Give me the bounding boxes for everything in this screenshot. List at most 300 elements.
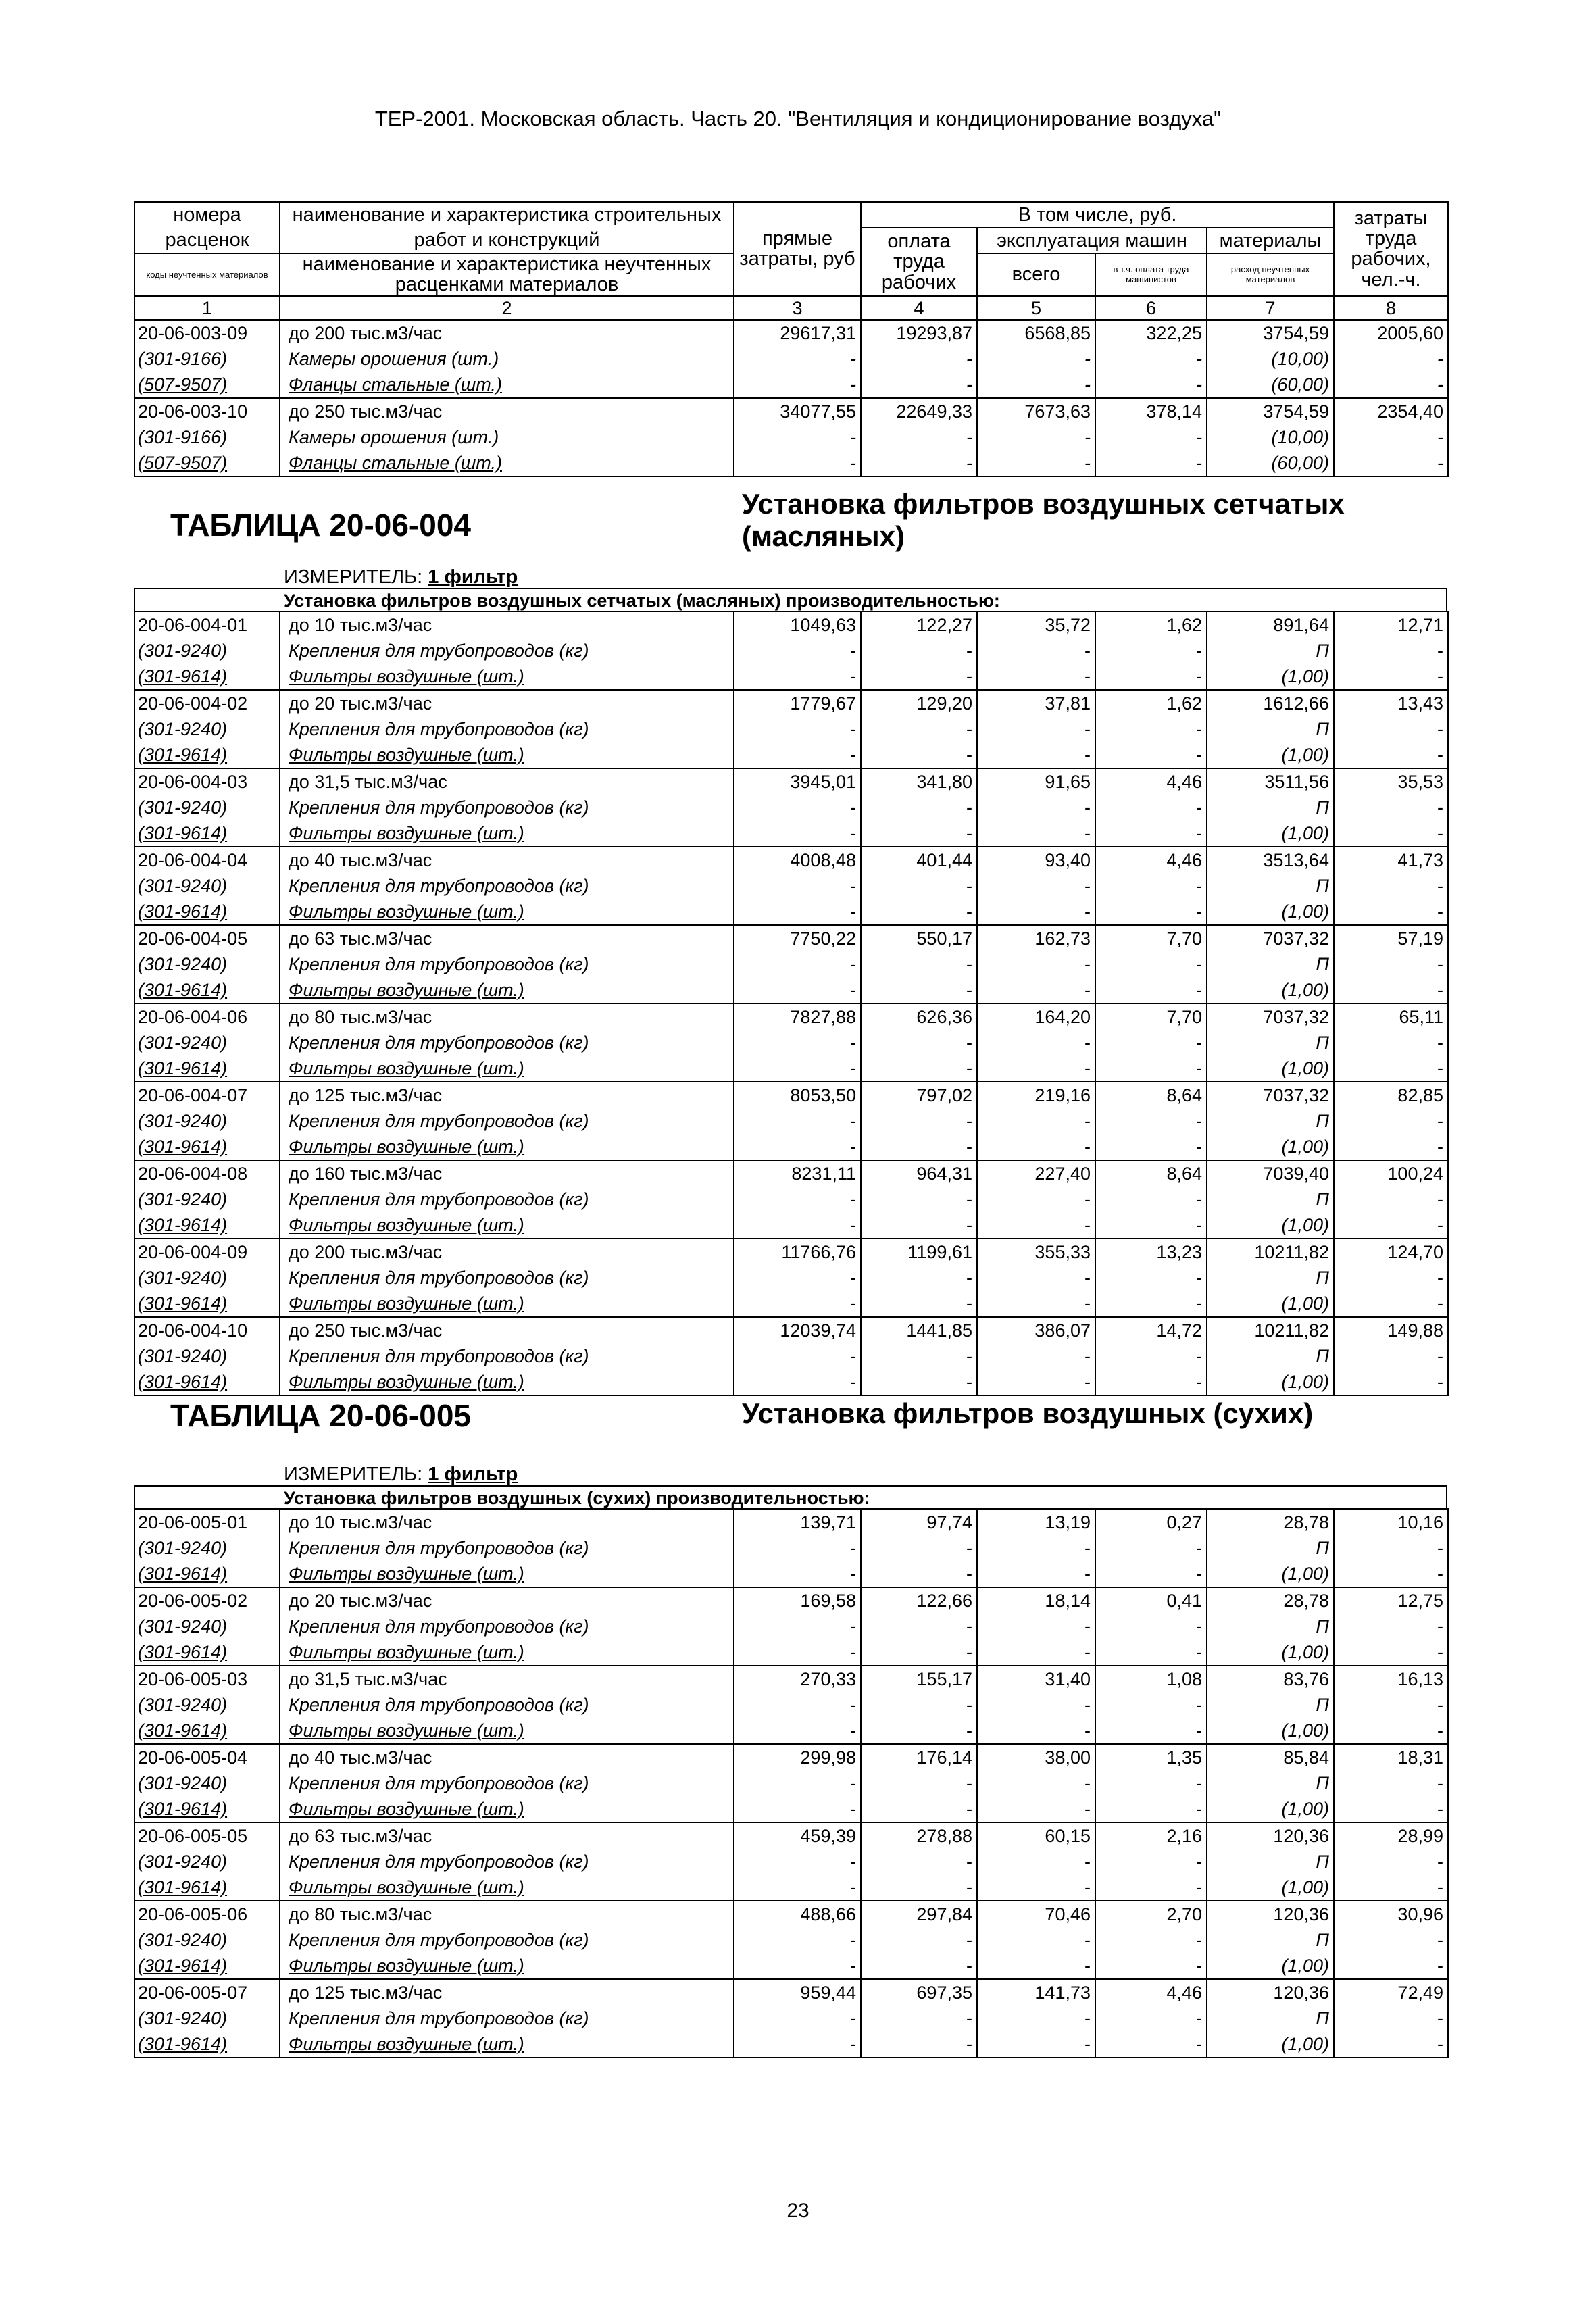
- dash-cell: -: [861, 2006, 977, 2031]
- wage-cell: 278,88: [861, 1822, 977, 1849]
- name-cell: до 80 тыс.м3/час: [280, 1003, 734, 1030]
- measure-label: ИЗМЕРИТЕЛЬ:: [284, 1464, 423, 1485]
- dash-cell: -: [861, 1874, 977, 1901]
- dash-cell: -: [1334, 1030, 1448, 1055]
- dash-cell: -: [977, 1718, 1095, 1744]
- dash-cell: -: [861, 1369, 977, 1395]
- code-cell: 20-06-003-10: [134, 398, 280, 424]
- dash-cell: -: [1095, 1614, 1207, 1639]
- dash-cell: -: [1095, 716, 1207, 742]
- col-machines-wage: в т.ч. оплата труда машинистов: [1095, 253, 1207, 296]
- dash-cell: -: [861, 1953, 977, 1979]
- dash-cell: -: [861, 742, 977, 768]
- dash-cell: -: [734, 1187, 861, 1212]
- material-code-cell: (301-9240): [134, 1692, 280, 1718]
- materials-cell: (10,00): [1207, 346, 1334, 372]
- wage-cell: 122,27: [861, 612, 977, 638]
- dash-cell: -: [1334, 1212, 1448, 1239]
- dash-cell: -: [977, 1134, 1095, 1160]
- dash-cell: -: [1334, 1874, 1448, 1901]
- col-labor: затраты труда рабочих, чел.-ч.: [1334, 202, 1448, 296]
- labor-cell: -: [1334, 450, 1448, 476]
- machines-wage-cell: 1,62: [1095, 690, 1207, 716]
- materials-cell: 10211,82: [1207, 1239, 1334, 1265]
- materials-cell: 120,36: [1207, 1822, 1334, 1849]
- dash-cell: -: [1334, 1718, 1448, 1744]
- name-cell: до 63 тыс.м3/час: [280, 925, 734, 951]
- direct-cost-cell: 12039,74: [734, 1317, 861, 1343]
- machines-wage-cell: 2,16: [1095, 1822, 1207, 1849]
- dash-cell: -: [861, 795, 977, 820]
- material-code-cell: (301-9614): [134, 977, 280, 1003]
- material-name-cell: Крепления для трубопроводов (кг): [280, 951, 734, 977]
- col-num: 5: [977, 296, 1095, 320]
- material-name-cell: Крепления для трубопроводов (кг): [280, 2006, 734, 2031]
- name-cell: до 20 тыс.м3/час: [280, 690, 734, 716]
- materials-cell: 3754,59: [1207, 398, 1334, 424]
- machines-total-cell: -: [977, 346, 1095, 372]
- table-row: [134, 1953, 1448, 1979]
- table-row: [134, 1187, 1448, 1212]
- material-code-cell: (301-9614): [134, 1953, 280, 1979]
- machines-total-cell: 219,16: [977, 1082, 1095, 1108]
- direct-cost-cell: 488,66: [734, 1901, 861, 1927]
- dash-cell: -: [861, 1187, 977, 1212]
- material-name-cell: Крепления для трубопроводов (кг): [280, 716, 734, 742]
- wage-cell: -: [861, 424, 977, 450]
- machines-wage-cell: 322,25: [1095, 320, 1207, 346]
- material-code-cell: (301-9240): [134, 1343, 280, 1369]
- dash-cell: -: [1095, 899, 1207, 925]
- dash-cell: -: [1334, 742, 1448, 768]
- machines-wage-cell: 8,64: [1095, 1082, 1207, 1108]
- wage-cell: 97,74: [861, 1509, 977, 1535]
- material-name-cell: Крепления для трубопроводов (кг): [280, 1108, 734, 1134]
- wage-cell: 19293,87: [861, 320, 977, 346]
- direct-cost-cell: 459,39: [734, 1822, 861, 1849]
- code-cell: 20-06-004-08: [134, 1160, 280, 1187]
- materials-cell: (60,00): [1207, 450, 1334, 476]
- dash-cell: -: [977, 820, 1095, 847]
- col-code-top: номера: [134, 202, 280, 228]
- dash-cell: -: [1095, 1030, 1207, 1055]
- machines-wage-cell: 1,35: [1095, 1744, 1207, 1770]
- name-cell: Фланцы стальные (шт.): [280, 450, 734, 476]
- dash-cell: -: [1095, 1291, 1207, 1317]
- dash-cell: -: [1334, 1796, 1448, 1822]
- machines-wage-cell: 8,64: [1095, 1160, 1207, 1187]
- code-cell: (507-9507): [134, 372, 280, 398]
- table-005-subheading: Установка фильтров воздушных (сухих) производительностью:: [134, 1485, 1447, 1508]
- machines-total-cell: 38,00: [977, 1744, 1095, 1770]
- code-cell: 20-06-004-04: [134, 847, 280, 873]
- direct-cost-cell: 8231,11: [734, 1160, 861, 1187]
- material-name-cell: Фильтры воздушные (шт.): [280, 1134, 734, 1160]
- material-consumption-cell: (1,00): [1207, 1055, 1334, 1082]
- dash-cell: -: [977, 1927, 1095, 1953]
- material-code-cell: (301-9240): [134, 1849, 280, 1874]
- dash-cell: -: [861, 1692, 977, 1718]
- machines-total-cell: 93,40: [977, 847, 1095, 873]
- materials-cell: (60,00): [1207, 372, 1334, 398]
- dash-cell: -: [1095, 1927, 1207, 1953]
- table-row: [134, 398, 1448, 424]
- dash-cell: -: [861, 1849, 977, 1874]
- col-incl: В том числе, руб.: [861, 202, 1334, 228]
- machines-wage-cell: 1,62: [1095, 612, 1207, 638]
- material-code-cell: (301-9614): [134, 1212, 280, 1239]
- dash-cell: -: [861, 951, 977, 977]
- machines-total-cell: 31,40: [977, 1666, 1095, 1692]
- dash-cell: -: [1095, 2006, 1207, 2031]
- materials-cell: 85,84: [1207, 1744, 1334, 1770]
- machines-total-cell: -: [977, 424, 1095, 450]
- dash-cell: -: [861, 1639, 977, 1666]
- material-code-cell: (301-9614): [134, 1796, 280, 1822]
- dash-cell: -: [977, 795, 1095, 820]
- dash-cell: -: [977, 1535, 1095, 1561]
- material-code-cell: (301-9614): [134, 1561, 280, 1587]
- table-row: [134, 1134, 1448, 1160]
- dash-cell: -: [734, 742, 861, 768]
- dash-cell: -: [734, 1291, 861, 1317]
- material-code-cell: (301-9614): [134, 2031, 280, 2058]
- machines-total-cell: 386,07: [977, 1317, 1095, 1343]
- dash-cell: -: [734, 795, 861, 820]
- machines-total-cell: 141,73: [977, 1979, 1095, 2006]
- direct-cost-cell: -: [734, 372, 861, 398]
- col-name-bottom-line2: расценками материалов: [395, 274, 619, 296]
- name-cell: до 31,5 тыс.м3/час: [280, 768, 734, 795]
- table-row: [134, 847, 1448, 873]
- dash-cell: -: [861, 1770, 977, 1796]
- dash-cell: -: [1095, 795, 1207, 820]
- dash-cell: -: [734, 664, 861, 690]
- materials-cell: 28,78: [1207, 1509, 1334, 1535]
- material-consumption-cell: (1,00): [1207, 899, 1334, 925]
- dash-cell: -: [1334, 795, 1448, 820]
- material-consumption-cell: П: [1207, 1187, 1334, 1212]
- table-005-measure: [284, 1464, 518, 1486]
- labor-cell: 149,88: [1334, 1317, 1448, 1343]
- dash-cell: -: [1095, 951, 1207, 977]
- labor-cell: 100,24: [1334, 1160, 1448, 1187]
- labor-cell: 2005,60: [1334, 320, 1448, 346]
- material-consumption-cell: П: [1207, 1535, 1334, 1561]
- dash-cell: -: [977, 1343, 1095, 1369]
- direct-cost-cell: 299,98: [734, 1744, 861, 1770]
- dash-cell: -: [977, 1291, 1095, 1317]
- labor-cell: 65,11: [1334, 1003, 1448, 1030]
- table-row: [134, 1849, 1448, 1874]
- code-cell: 20-06-005-01: [134, 1509, 280, 1535]
- material-code-cell: (301-9240): [134, 1770, 280, 1796]
- dash-cell: -: [977, 1265, 1095, 1291]
- code-cell: 20-06-004-09: [134, 1239, 280, 1265]
- material-consumption-cell: (1,00): [1207, 1291, 1334, 1317]
- material-name-cell: Крепления для трубопроводов (кг): [280, 1187, 734, 1212]
- dash-cell: -: [1334, 1770, 1448, 1796]
- dash-cell: -: [1334, 873, 1448, 899]
- wage-cell: 297,84: [861, 1901, 977, 1927]
- material-code-cell: (301-9240): [134, 795, 280, 820]
- name-cell: до 63 тыс.м3/час: [280, 1822, 734, 1849]
- name-cell: до 160 тыс.м3/час: [280, 1160, 734, 1187]
- dash-cell: -: [1095, 1343, 1207, 1369]
- material-consumption-cell: (1,00): [1207, 1134, 1334, 1160]
- direct-cost-cell: 29617,31: [734, 320, 861, 346]
- material-code-cell: (301-9614): [134, 820, 280, 847]
- dash-cell: -: [977, 1187, 1095, 1212]
- dash-cell: -: [861, 1030, 977, 1055]
- name-cell: до 250 тыс.м3/час: [280, 398, 734, 424]
- table-row: [134, 1003, 1448, 1030]
- dash-cell: -: [977, 1614, 1095, 1639]
- machines-wage-cell: 7,70: [1095, 925, 1207, 951]
- dash-cell: -: [1334, 899, 1448, 925]
- material-name-cell: Фильтры воздушные (шт.): [280, 1953, 734, 1979]
- table-004-measure: [284, 566, 518, 589]
- dash-cell: -: [1334, 1927, 1448, 1953]
- dash-cell: -: [861, 873, 977, 899]
- col-machines-total: всего: [977, 253, 1095, 296]
- dash-cell: -: [1095, 873, 1207, 899]
- dash-cell: -: [734, 638, 861, 664]
- dash-cell: -: [861, 2031, 977, 2058]
- measure-value: 1 фильтр: [428, 566, 518, 588]
- material-name-cell: Фильтры воздушные (шт.): [280, 1291, 734, 1317]
- labor-cell: 72,49: [1334, 1979, 1448, 2006]
- dash-cell: -: [977, 638, 1095, 664]
- direct-cost-cell: 959,44: [734, 1979, 861, 2006]
- labor-cell: 10,16: [1334, 1509, 1448, 1535]
- material-name-cell: Фильтры воздушные (шт.): [280, 742, 734, 768]
- machines-wage-cell: 0,27: [1095, 1509, 1207, 1535]
- material-code-cell: (301-9240): [134, 1927, 280, 1953]
- material-name-cell: Крепления для трубопроводов (кг): [280, 1265, 734, 1291]
- dash-cell: -: [734, 1055, 861, 1082]
- labor-cell: -: [1334, 346, 1448, 372]
- code-cell: 20-06-004-07: [134, 1082, 280, 1108]
- machines-wage-cell: 7,70: [1095, 1003, 1207, 1030]
- dash-cell: -: [1095, 1770, 1207, 1796]
- material-name-cell: Фильтры воздушные (шт.): [280, 1212, 734, 1239]
- table-row: [134, 2031, 1448, 2058]
- machines-wage-cell: 13,23: [1095, 1239, 1207, 1265]
- material-consumption-cell: П: [1207, 1692, 1334, 1718]
- table-row: [134, 1239, 1448, 1265]
- direct-cost-cell: -: [734, 450, 861, 476]
- col-machines: эксплуатация машин: [977, 228, 1207, 253]
- col-num: 4: [861, 296, 977, 320]
- dash-cell: -: [1095, 1692, 1207, 1718]
- table-row: [134, 1343, 1448, 1369]
- table-row: [134, 1796, 1448, 1822]
- material-consumption-cell: (1,00): [1207, 1718, 1334, 1744]
- wage-cell: 626,36: [861, 1003, 977, 1030]
- dash-cell: -: [861, 1796, 977, 1822]
- material-name-cell: Крепления для трубопроводов (кг): [280, 1849, 734, 1874]
- table-005-description: Установка фильтров воздушных (сухих): [742, 1397, 1314, 1429]
- dash-cell: -: [1095, 820, 1207, 847]
- wage-cell: 122,66: [861, 1587, 977, 1614]
- dash-cell: -: [734, 820, 861, 847]
- materials-cell: 1612,66: [1207, 690, 1334, 716]
- table-row: [134, 1535, 1448, 1561]
- dash-cell: -: [734, 1369, 861, 1395]
- name-cell: до 40 тыс.м3/час: [280, 1744, 734, 1770]
- table-row: [134, 372, 1448, 398]
- labor-cell: 28,99: [1334, 1822, 1448, 1849]
- material-consumption-cell: П: [1207, 1343, 1334, 1369]
- dash-cell: -: [1095, 1134, 1207, 1160]
- table-row: [134, 1509, 1448, 1535]
- materials-cell: 3754,59: [1207, 320, 1334, 346]
- material-name-cell: Фильтры воздушные (шт.): [280, 664, 734, 690]
- material-name-cell: Фильтры воздушные (шт.): [280, 1718, 734, 1744]
- dash-cell: -: [1334, 1291, 1448, 1317]
- direct-cost-cell: 169,58: [734, 1587, 861, 1614]
- dash-cell: -: [1334, 1614, 1448, 1639]
- wage-cell: 401,44: [861, 847, 977, 873]
- dash-cell: -: [977, 1953, 1095, 1979]
- direct-cost-cell: 8053,50: [734, 1082, 861, 1108]
- labor-cell: 124,70: [1334, 1239, 1448, 1265]
- measure-value: 1 фильтр: [428, 1464, 518, 1485]
- col-code-small: коды неучтенных материалов: [134, 253, 280, 296]
- direct-cost-cell: -: [734, 346, 861, 372]
- table-row: [134, 1979, 1448, 2006]
- machines-total-cell: 18,14: [977, 1587, 1095, 1614]
- material-code-cell: (301-9614): [134, 1369, 280, 1395]
- name-cell: до 80 тыс.м3/час: [280, 1901, 734, 1927]
- labor-cell: 2354,40: [1334, 398, 1448, 424]
- material-code-cell: (301-9240): [134, 951, 280, 977]
- dash-cell: -: [861, 1134, 977, 1160]
- materials-cell: 28,78: [1207, 1587, 1334, 1614]
- col-name-bottom: [280, 253, 734, 296]
- dash-cell: -: [734, 873, 861, 899]
- machines-wage-cell: 2,70: [1095, 1901, 1207, 1927]
- dash-cell: -: [1095, 664, 1207, 690]
- materials-cell: 10211,82: [1207, 1317, 1334, 1343]
- machines-total-cell: 37,81: [977, 690, 1095, 716]
- table-row: [134, 638, 1448, 664]
- direct-cost-cell: 11766,76: [734, 1239, 861, 1265]
- material-code-cell: (301-9240): [134, 873, 280, 899]
- dash-cell: -: [861, 1535, 977, 1561]
- material-code-cell: (301-9240): [134, 1535, 280, 1561]
- dash-cell: -: [1334, 951, 1448, 977]
- material-name-cell: Крепления для трубопроводов (кг): [280, 1614, 734, 1639]
- name-cell: до 125 тыс.м3/час: [280, 1082, 734, 1108]
- material-code-cell: (301-9240): [134, 716, 280, 742]
- machines-wage-cell: 378,14: [1095, 398, 1207, 424]
- dash-cell: -: [861, 977, 977, 1003]
- machines-total-cell: 227,40: [977, 1160, 1095, 1187]
- table-row: [134, 450, 1448, 476]
- dash-cell: -: [734, 2031, 861, 2058]
- table-row: [134, 1927, 1448, 1953]
- dash-cell: -: [734, 1265, 861, 1291]
- dash-cell: -: [1334, 1561, 1448, 1587]
- material-name-cell: Крепления для трубопроводов (кг): [280, 795, 734, 820]
- wage-cell: 22649,33: [861, 398, 977, 424]
- wage-cell: 550,17: [861, 925, 977, 951]
- material-name-cell: Фильтры воздушные (шт.): [280, 1796, 734, 1822]
- labor-cell: 30,96: [1334, 1901, 1448, 1927]
- table-row: [134, 1822, 1448, 1849]
- table-004-subheading: Установка фильтров воздушных сетчатых (масляных) производительностью:: [134, 588, 1447, 611]
- dash-cell: -: [861, 664, 977, 690]
- dash-cell: -: [1095, 1055, 1207, 1082]
- machines-wage-cell: 14,72: [1095, 1317, 1207, 1343]
- material-consumption-cell: П: [1207, 795, 1334, 820]
- table-004-rows: [134, 611, 1449, 1396]
- table-005-rows: [134, 1508, 1449, 2058]
- dash-cell: -: [1334, 977, 1448, 1003]
- dash-cell: -: [734, 899, 861, 925]
- material-name-cell: Фильтры воздушные (шт.): [280, 820, 734, 847]
- code-cell: 20-06-005-02: [134, 1587, 280, 1614]
- name-cell: до 250 тыс.м3/час: [280, 1317, 734, 1343]
- col-num: 8: [1334, 296, 1448, 320]
- direct-cost-cell: 7750,22: [734, 925, 861, 951]
- material-consumption-cell: П: [1207, 2006, 1334, 2031]
- col-materials-small: расход неучтенных материалов: [1207, 253, 1334, 296]
- dash-cell: -: [861, 716, 977, 742]
- name-cell: Фланцы стальные (шт.): [280, 372, 734, 398]
- table-row: [134, 795, 1448, 820]
- material-code-cell: (301-9240): [134, 1108, 280, 1134]
- dash-cell: -: [977, 664, 1095, 690]
- dash-cell: -: [1095, 742, 1207, 768]
- dash-cell: -: [977, 1849, 1095, 1874]
- material-name-cell: Крепления для трубопроводов (кг): [280, 1030, 734, 1055]
- wage-cell: 176,14: [861, 1744, 977, 1770]
- table-row: [134, 1160, 1448, 1187]
- dash-cell: -: [1334, 1187, 1448, 1212]
- dash-cell: -: [977, 1055, 1095, 1082]
- wage-cell: 341,80: [861, 768, 977, 795]
- labor-cell: 35,53: [1334, 768, 1448, 795]
- table-row: [134, 1055, 1448, 1082]
- name-cell: до 10 тыс.м3/час: [280, 612, 734, 638]
- material-consumption-cell: (1,00): [1207, 1953, 1334, 1979]
- dash-cell: -: [1334, 1369, 1448, 1395]
- material-name-cell: Фильтры воздушные (шт.): [280, 977, 734, 1003]
- name-cell: до 200 тыс.м3/час: [280, 1239, 734, 1265]
- material-name-cell: Фильтры воздушные (шт.): [280, 1874, 734, 1901]
- materials-cell: 891,64: [1207, 612, 1334, 638]
- dash-cell: -: [1095, 1849, 1207, 1874]
- material-consumption-cell: П: [1207, 1770, 1334, 1796]
- materials-cell: 7037,32: [1207, 1003, 1334, 1030]
- wage-cell: -: [861, 372, 977, 398]
- material-name-cell: Фильтры воздушные (шт.): [280, 1561, 734, 1587]
- column-header: [134, 201, 1449, 321]
- labor-cell: 12,75: [1334, 1587, 1448, 1614]
- dash-cell: -: [861, 1212, 977, 1239]
- dash-cell: -: [977, 899, 1095, 925]
- machines-wage-cell: -: [1095, 424, 1207, 450]
- dash-cell: -: [1334, 1108, 1448, 1134]
- dash-cell: -: [977, 1874, 1095, 1901]
- dash-cell: -: [1334, 1535, 1448, 1561]
- dash-cell: -: [977, 2031, 1095, 2058]
- machines-wage-cell: 0,41: [1095, 1587, 1207, 1614]
- materials-cell: 7037,32: [1207, 925, 1334, 951]
